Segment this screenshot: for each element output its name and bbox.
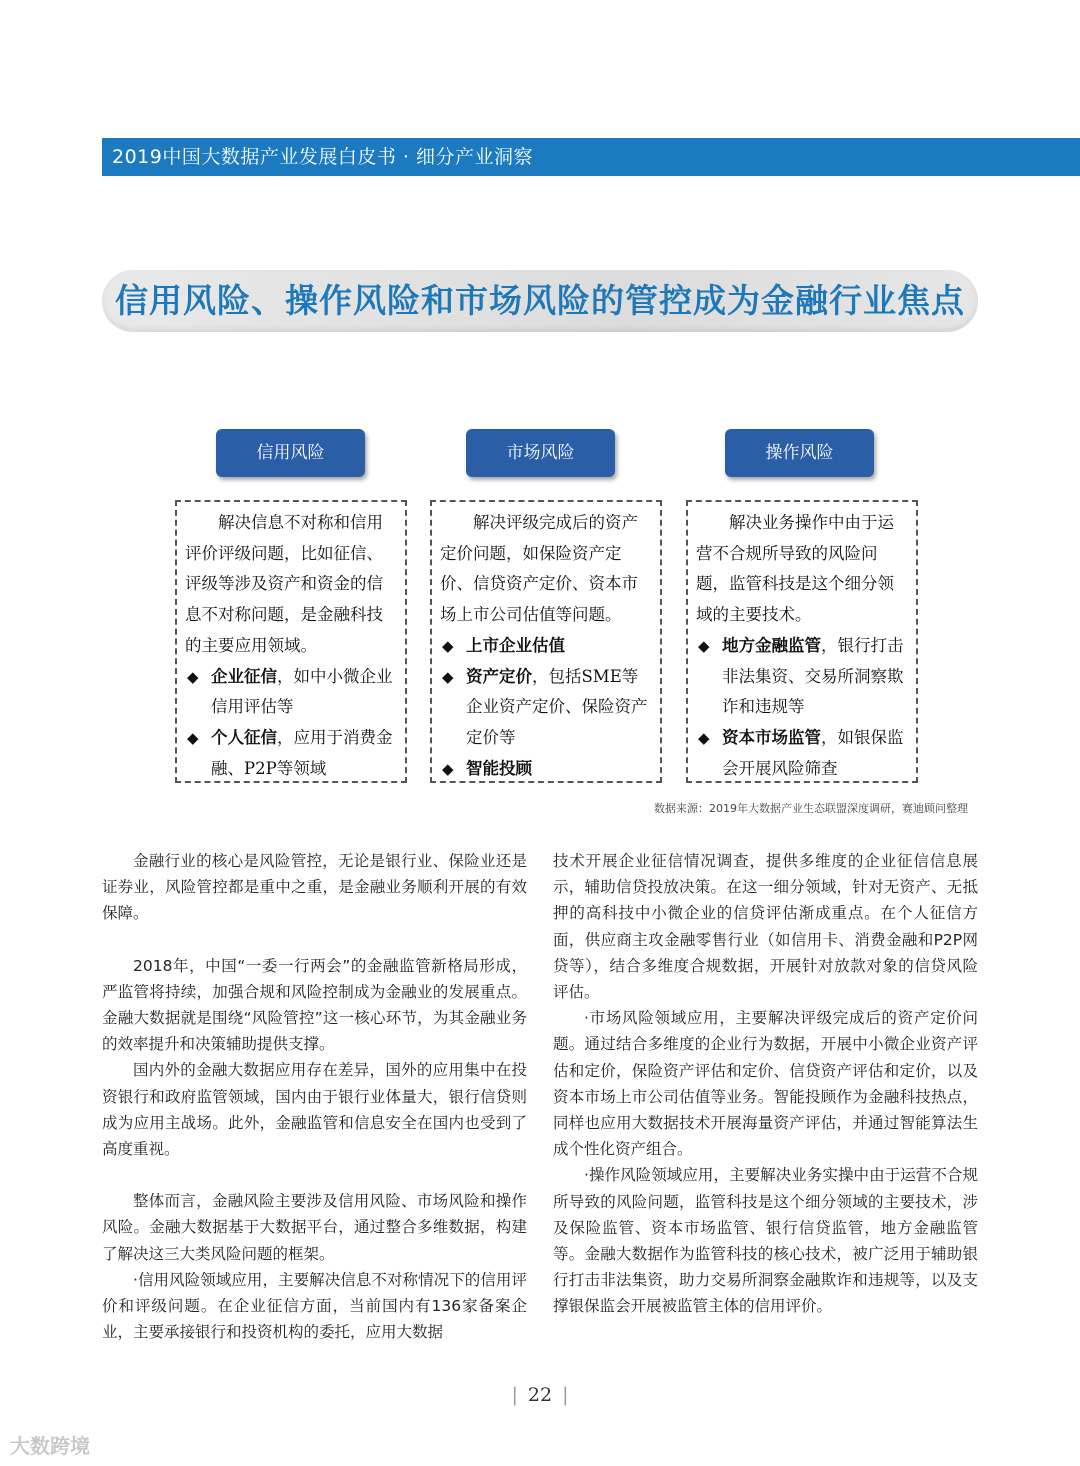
page-divider-left: |: [511, 1384, 518, 1406]
diamond-bullet-icon: ◆: [442, 667, 454, 686]
market-bullet-2: [440, 662, 654, 754]
operation-bullet-1: [696, 631, 910, 723]
header-bar: [102, 138, 1080, 176]
body-left-p5: ·信用风险领域应用，主要解决信息不对称情况下的信用评价和评级问题。在企业征信方面，当前国内有136家备案企业，主要承接银行和投资机构的委托，应用大数据: [102, 1270, 527, 1342]
data-source-note: 数据来源：2019年大数据产业生态联盟深度调研，赛迪顾问整理: [654, 802, 968, 815]
operation-risk-label: 操作风险: [725, 429, 874, 477]
body-left-p3: 国内外的金融大数据应用存在差异，国外的应用集中在投资银行和政府监管领域，国内由于银行业体量大，银行信贷则成为应用主战场。此外，金融监管和信息安全在国内也受到了高度重视。: [102, 1061, 527, 1159]
credit-b1-bold: 企业征信: [211, 666, 277, 686]
market-b1-bold: 上市企业估值: [466, 635, 565, 655]
section-title-band: [102, 270, 978, 332]
market-risk-label: 市场风险: [466, 429, 615, 477]
operation-b1-rest: ，银行打击非法集资、交易所洞察欺诈和违规等: [722, 635, 904, 717]
watermark: 大数跨境: [10, 1434, 90, 1458]
body-left-column: [102, 848, 527, 1345]
diamond-bullet-icon: ◆: [698, 728, 710, 747]
credit-b2-rest: ，应用于消费金融、P2P等领域: [211, 727, 393, 778]
operation-b1-bold: 地方金融监管: [722, 635, 821, 655]
body-left-p2: 2018年，中国“一委一行两会”的金融监管新格局形成，严监管将持续，加强合规和风险控制成为金融业的发展重点。金融大数据就是围绕“风险管控”这一核心环节，为其金融业务的效率提升和决策辅助提供支撑。: [102, 956, 527, 1054]
body-left-p1: 金融行业的核心是风险管控，无论是银行业、保险业还是证券业，风险管控都是重中之重，是金融业务顺利开展的有效保障。: [102, 852, 527, 923]
section-title: 信用风险、操作风险和市场风险的管控成为金融行业焦点: [115, 281, 965, 320]
market-risk-intro: 解决评级完成后的资产定价问题，如保险资产定价、信贷资产定价、资本市场上市公司估值等问题。: [440, 513, 638, 625]
credit-bullet-2: [185, 723, 399, 783]
body-right-p1: 技术开展企业征信情况调查，提供多维度的企业征信信息展示，辅助信贷投放决策。在这一细分领域，针对无资产、无抵押的高科技中小微企业的信贷评估渐成重点。在个人征信方面，供应商主攻金融零售行业（如信用卡、消费金融和P2P网贷等），结合多维度合规数据，开展针对放款对象的信贷风险评估。: [553, 852, 978, 1002]
credit-risk-box: [175, 500, 407, 783]
body-right-p3: ·操作风险领域应用，主要解决业务实操中由于运营不合规所导致的风险问题，监管科技是这个细分领域的主要技术，涉及保险监管、资本市场监管、银行信贷监管，地方金融监管等。金融大数据作为监管科技的核心技术，被广泛用于辅助银行打击非法集资，助力交易所洞察金融欺诈和违规等，以及支撑银保监会开展被监管主体的信用评价。: [553, 1166, 978, 1316]
operation-b2-rest: ，如银保监会开展风险筛查: [722, 727, 904, 778]
diamond-bullet-icon: ◆: [187, 667, 199, 686]
page-divider-right: |: [562, 1384, 569, 1406]
credit-risk-label: 信用风险: [216, 429, 365, 477]
credit-bullet-1: [185, 662, 399, 723]
market-b2-rest: ，包括SME等企业资产定价、保险资产定价等: [466, 666, 648, 747]
market-b3-bold: 智能投顾: [466, 758, 532, 778]
page-number-area: [0, 1384, 1080, 1406]
diamond-bullet-icon: ◆: [442, 759, 454, 778]
page-number: 22: [527, 1384, 553, 1406]
market-bullet-3: [440, 754, 654, 783]
header-title: 2019中国大数据产业发展白皮书 · 细分产业洞察: [112, 146, 533, 168]
diamond-bullet-icon: ◆: [698, 636, 710, 655]
body-right-column: [553, 848, 978, 1320]
operation-bullet-2: [696, 723, 910, 783]
credit-risk-intro: 解决信息不对称和信用评价评级问题，比如征信、评级等涉及资产和资金的信息不对称问题，是金融科技的主要应用领域。: [185, 513, 383, 655]
diamond-bullet-icon: ◆: [442, 636, 454, 655]
market-b2-bold: 资产定价: [466, 666, 532, 686]
operation-risk-intro: 解决业务操作中由于运营不合规所导致的风险问题，监管科技是这个细分领域的主要技术。: [696, 513, 894, 625]
operation-risk-box: [686, 500, 918, 783]
diamond-bullet-icon: ◆: [187, 728, 199, 747]
credit-b1-rest: ，如中小微企业信用评估等: [211, 666, 393, 717]
operation-b2-bold: 资本市场监管: [722, 727, 821, 747]
body-right-p2: ·市场风险领域应用，主要解决评级完成后的资产定价问题。通过结合多维度的企业行为数据，开展中小微企业资产评估和定价，保险资产评估和定价、信贷资产评估和定价，以及资本市场上市公司估值等业务。智能投顾作为金融科技热点，同样也应用大数据技术开展海量资产评估，并通过智能算法生成个性化资产组合。: [553, 1009, 978, 1159]
market-risk-box: [430, 500, 662, 783]
credit-b2-bold: 个人征信: [211, 727, 277, 747]
market-bullet-1: [440, 631, 654, 662]
body-left-p4: 整体而言，金融风险主要涉及信用风险、市场风险和操作风险。金融大数据基于大数据平台，通过整合多维数据，构建了解决这三大类风险问题的框架。: [102, 1192, 527, 1263]
